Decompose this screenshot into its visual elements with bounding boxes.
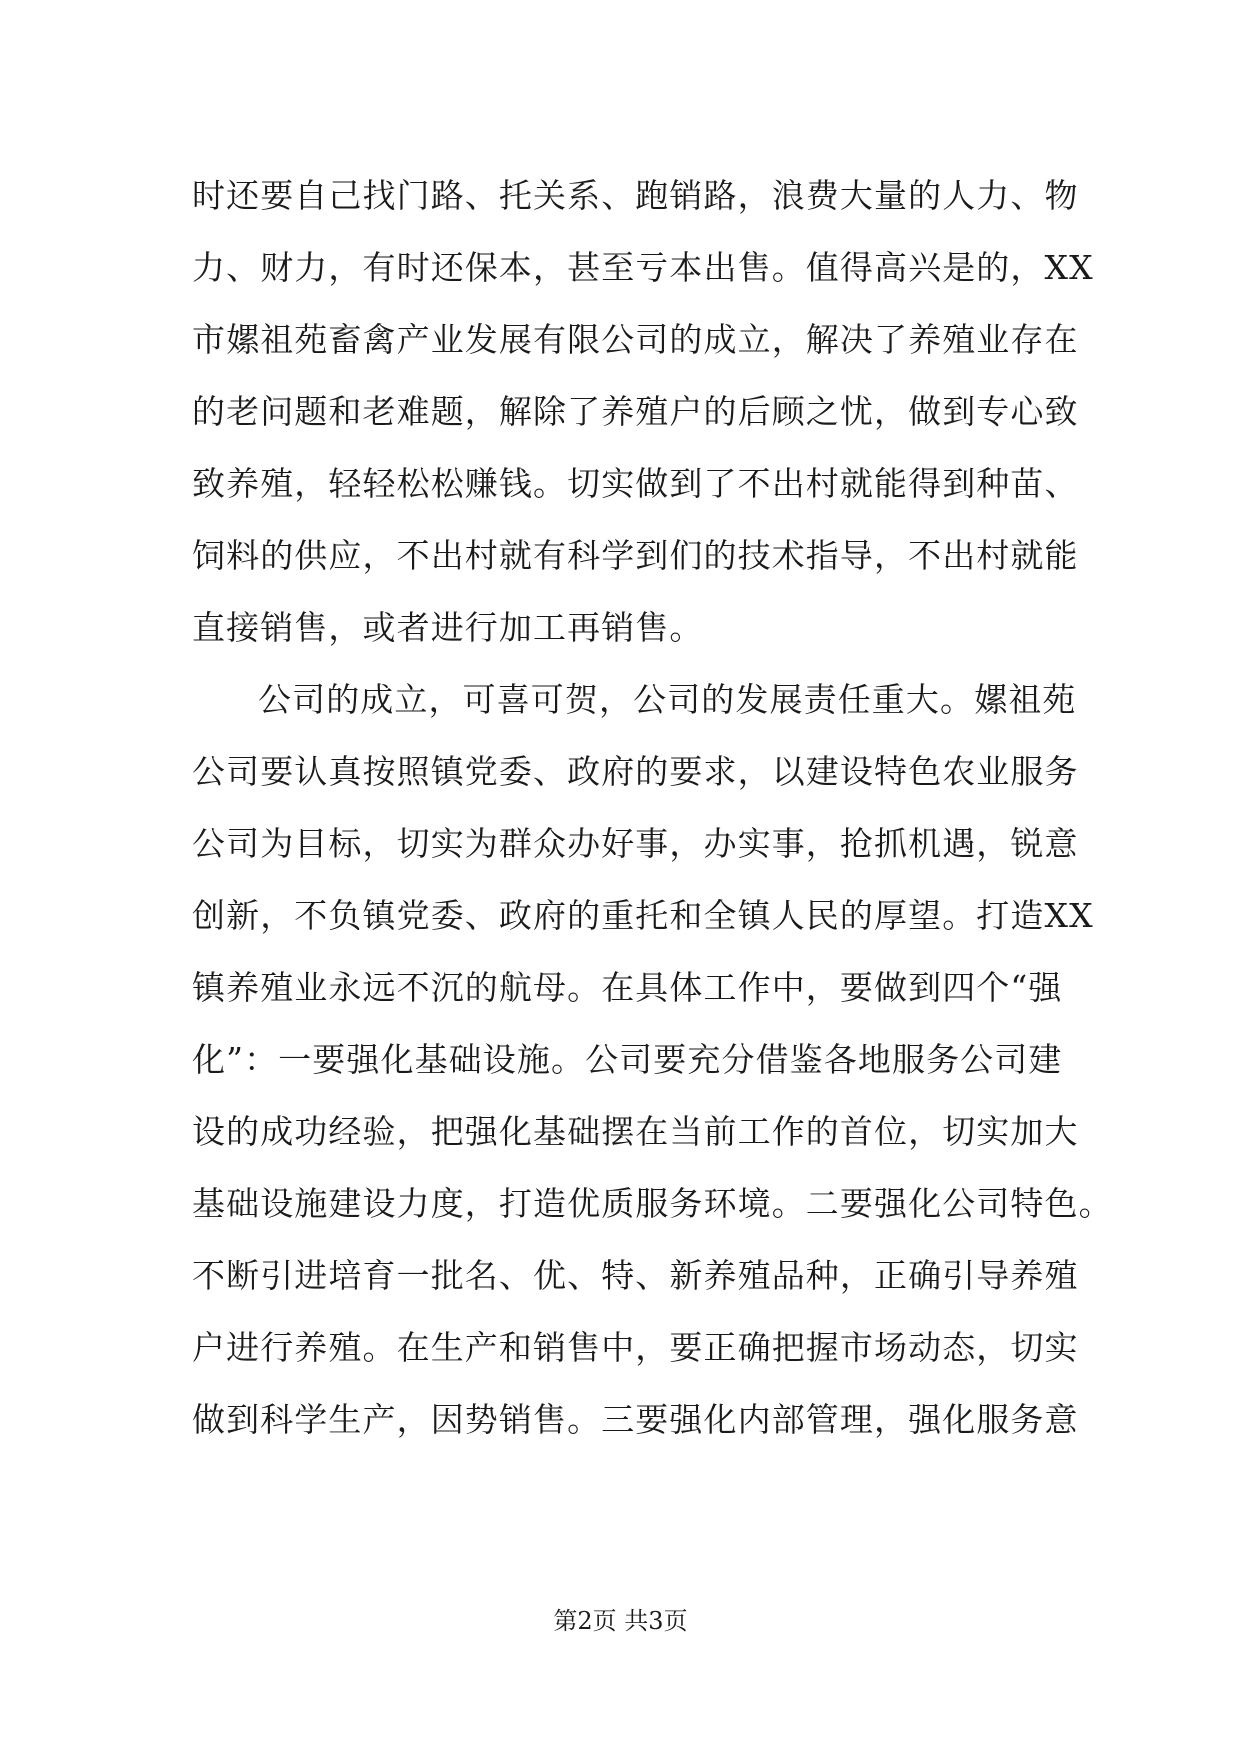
- text-line: 化”：一要强化基础设施。公司要充分借鉴各地服务公司建: [192, 1040, 1063, 1079]
- text-line: 设的成功经验，把强化基础摆在当前工作的首位，切实加大: [192, 1112, 1079, 1151]
- text-line: 做到科学生产，因势销售。三要强化内部管理，强化服务意: [192, 1400, 1079, 1439]
- text-line: 户进行养殖。在生产和销售中，要正确把握市场动态，切实: [192, 1328, 1079, 1367]
- text-line: 时还要自己找门路、托关系、跑销路，浪费大量的人力、物: [192, 176, 1079, 215]
- text-line: 不断引进培育一批名、优、特、新养殖品种，正确引导养殖: [192, 1256, 1079, 1295]
- paragraph-start-line: 公司的成立，可喜可贺，公司的发展责任重大。嫘祖苑: [258, 680, 1077, 719]
- body-text: [192, 160, 1113, 1456]
- page-number-label: 第2页 共3页: [553, 1607, 688, 1635]
- text-line: 的老问题和老难题，解除了养殖户的后顾之忧，做到专心致: [192, 392, 1079, 431]
- text-line: 基础设施建设力度，打造优质服务环境。二要强化公司特色。: [192, 1184, 1113, 1223]
- text-line: 公司要认真按照镇党委、政府的要求，以建设特色农业服务: [192, 752, 1079, 791]
- text-line: 直接销售，或者进行加工再销售。: [192, 608, 704, 647]
- text-line: 镇养殖业永远不沉的航母。在具体工作中，要做到四个“强: [192, 968, 1063, 1007]
- text-line: 饲料的供应，不出村就有科学到们的技术指导，不出村就能: [192, 536, 1079, 575]
- text-line: 致养殖，轻轻松松赚钱。切实做到了不出村就能得到种苗、: [192, 464, 1079, 503]
- text-line: 公司为目标，切实为群众办好事，办实事，抢抓机遇，锐意: [192, 824, 1079, 863]
- text-line: 力、财力，有时还保本，甚至亏本出售。值得高兴是的，XX: [192, 248, 1094, 287]
- page-footer: [0, 1606, 1241, 1636]
- text-line: 市嫘祖苑畜禽产业发展有限公司的成立，解决了养殖业存在: [192, 320, 1079, 359]
- text-line: 创新，不负镇党委、政府的重托和全镇人民的厚望。打造XX: [192, 896, 1094, 935]
